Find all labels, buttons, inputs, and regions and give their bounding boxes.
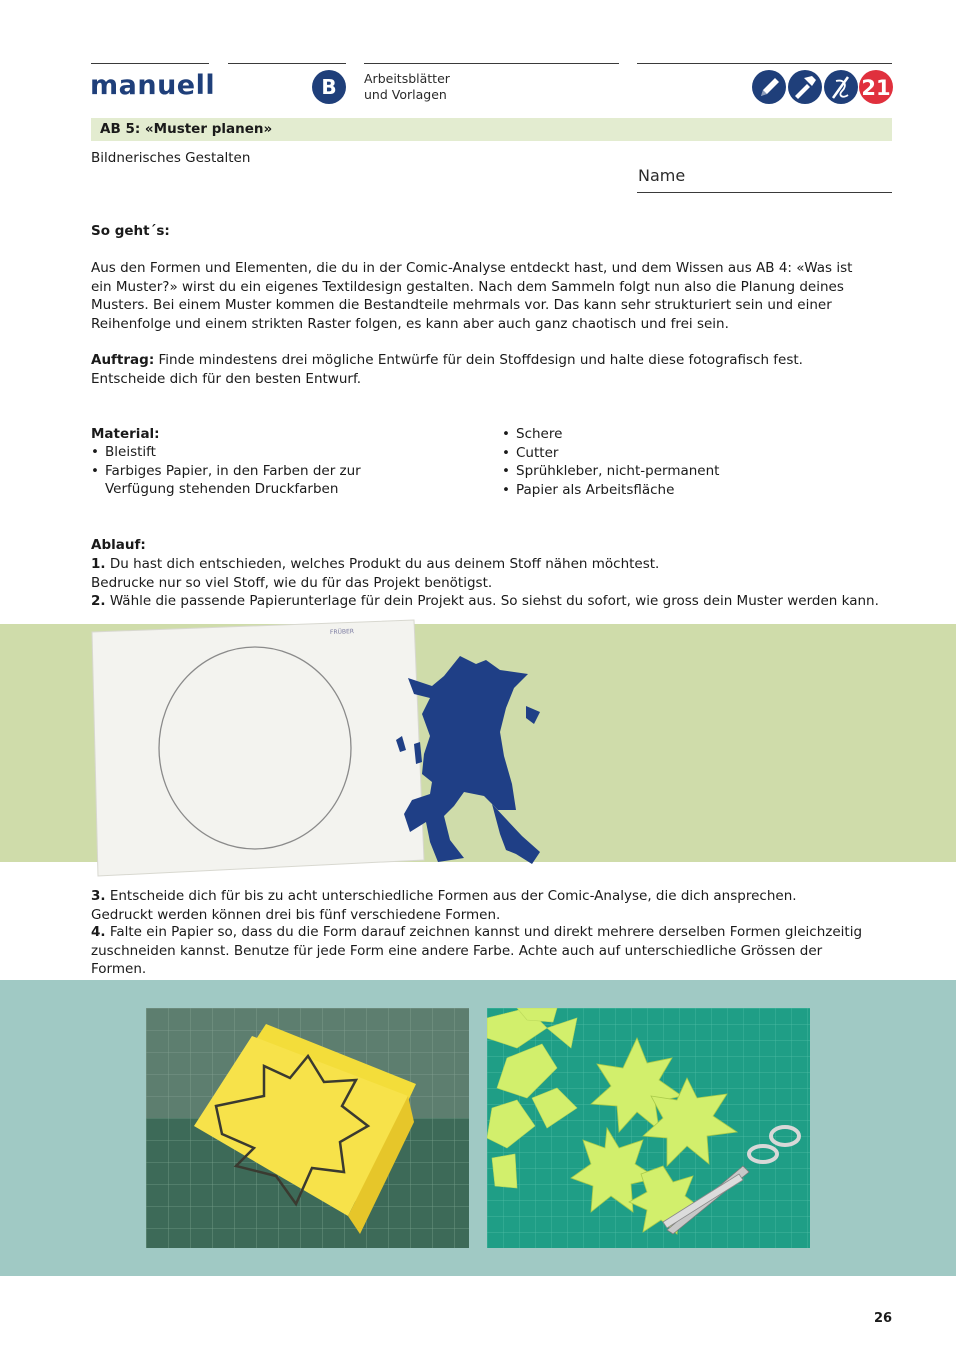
task-paragraph [91,351,861,388]
step-1 [91,555,881,592]
step-text: Gedruckt werden können drei bis fünf verschiedene Formen. [91,906,501,923]
task-label: Auftrag: [91,352,155,368]
subject-label: Bildnerisches Gestalten [91,150,251,166]
list-item: • Schere [502,425,802,444]
pencil-icon [752,70,786,104]
intro-heading: So geht´s: [91,223,170,239]
header-rule [637,63,892,64]
header-rule [364,63,619,64]
step-text: Wähle die passende Papierunterlage für dein Projekt aus. So siehst du sofort, wie gross dein Muster werden kann. [105,593,879,609]
material-list-right [502,425,802,499]
step-text: Entscheide dich für bis zu acht unterschiedliche Formen aus der Comic-Analyse, die dich ansprechen. [105,888,797,904]
svg-text:21: 21 [861,76,891,100]
intro-paragraph: Aus den Formen und Elementen, die du in der Comic-Analyse entdeckt hast, und dem Wissen aus AB 4: «Was ist ein Muster?» wirst du ein eigenes Textildesign gestalten. Nach dem Sammeln folgt nun also die Planung deines Musters. Bei einem Muster kommen die Bestandteile mehrmals vor. Das kann sehr strukturiert sein und einer Reihenfolge und einem strikten Raster folgen, es kann aber auch ganz chaotisch und frei sein. [91,260,853,332]
material-heading: Material: [91,426,160,442]
grade-badge [859,70,893,104]
sheet-title: AB 5: «Muster planen» [100,121,273,137]
header-rule [91,63,209,64]
part-badge: B [312,70,346,104]
procedure-heading: Ablauf: [91,537,146,553]
name-label: Name [638,166,686,185]
hammer-icon [788,70,822,104]
paper-circle-photo [88,614,548,894]
photo-band-teal [0,980,956,1276]
step-text: Falte ein Papier so, dass du die Form darauf zeichnen kannst und direkt mehrere derselben Formen gleichzeitig zuschneiden kannst. Benutze für jede Form eine andere Farbe. Achte auch auf unterschiedliche Grössen der Formen. [91,924,863,977]
material-list-left [91,443,431,499]
cut-shapes-photo [487,1008,810,1248]
needle-thread-icon [824,70,858,104]
step-text: Du hast dich entschieden, welches Produkt du aus deinem Stoff nähen möchtest. [105,556,660,572]
series-line-2: und Vorlagen [364,87,447,102]
task-text: Finde mindestens drei mögliche Entwürfe für dein Stoffdesign und halte diese fotografisch fest. Entscheide dich für den besten Entwurf. [91,352,803,387]
step-3 [91,887,891,924]
step-2 [91,592,891,611]
competence-icons [752,69,894,105]
paper-sheet [92,620,424,876]
list-item: • Sprühkleber, nicht-permanent [502,462,802,481]
step-number: 3. [91,888,106,904]
header-rule [228,63,346,64]
series-label [364,71,450,103]
paper-label: FRÜBER [329,628,355,636]
step-4 [91,923,866,979]
list-item: • Cutter [502,444,802,463]
list-item: • Farbiges Papier, in den Farben der zur Verfügung stehenden Druckfarben [91,462,431,499]
page-number: 26 [874,1311,893,1326]
step-text: Bedrucke nur so viel Stoff, wie du für das Projekt benötigst. [91,574,493,591]
list-item: • Bleistift [91,443,431,462]
step-number: 1. [91,556,106,572]
folded-paper-photo [146,1008,469,1248]
brand-logo: manuell [90,70,216,101]
series-line-1: Arbeitsblätter [364,71,450,86]
list-item: • Papier als Arbeitsfläche [502,481,802,500]
step-number: 4. [91,924,106,940]
name-line[interactable] [637,192,892,193]
step-number: 2. [91,593,106,609]
